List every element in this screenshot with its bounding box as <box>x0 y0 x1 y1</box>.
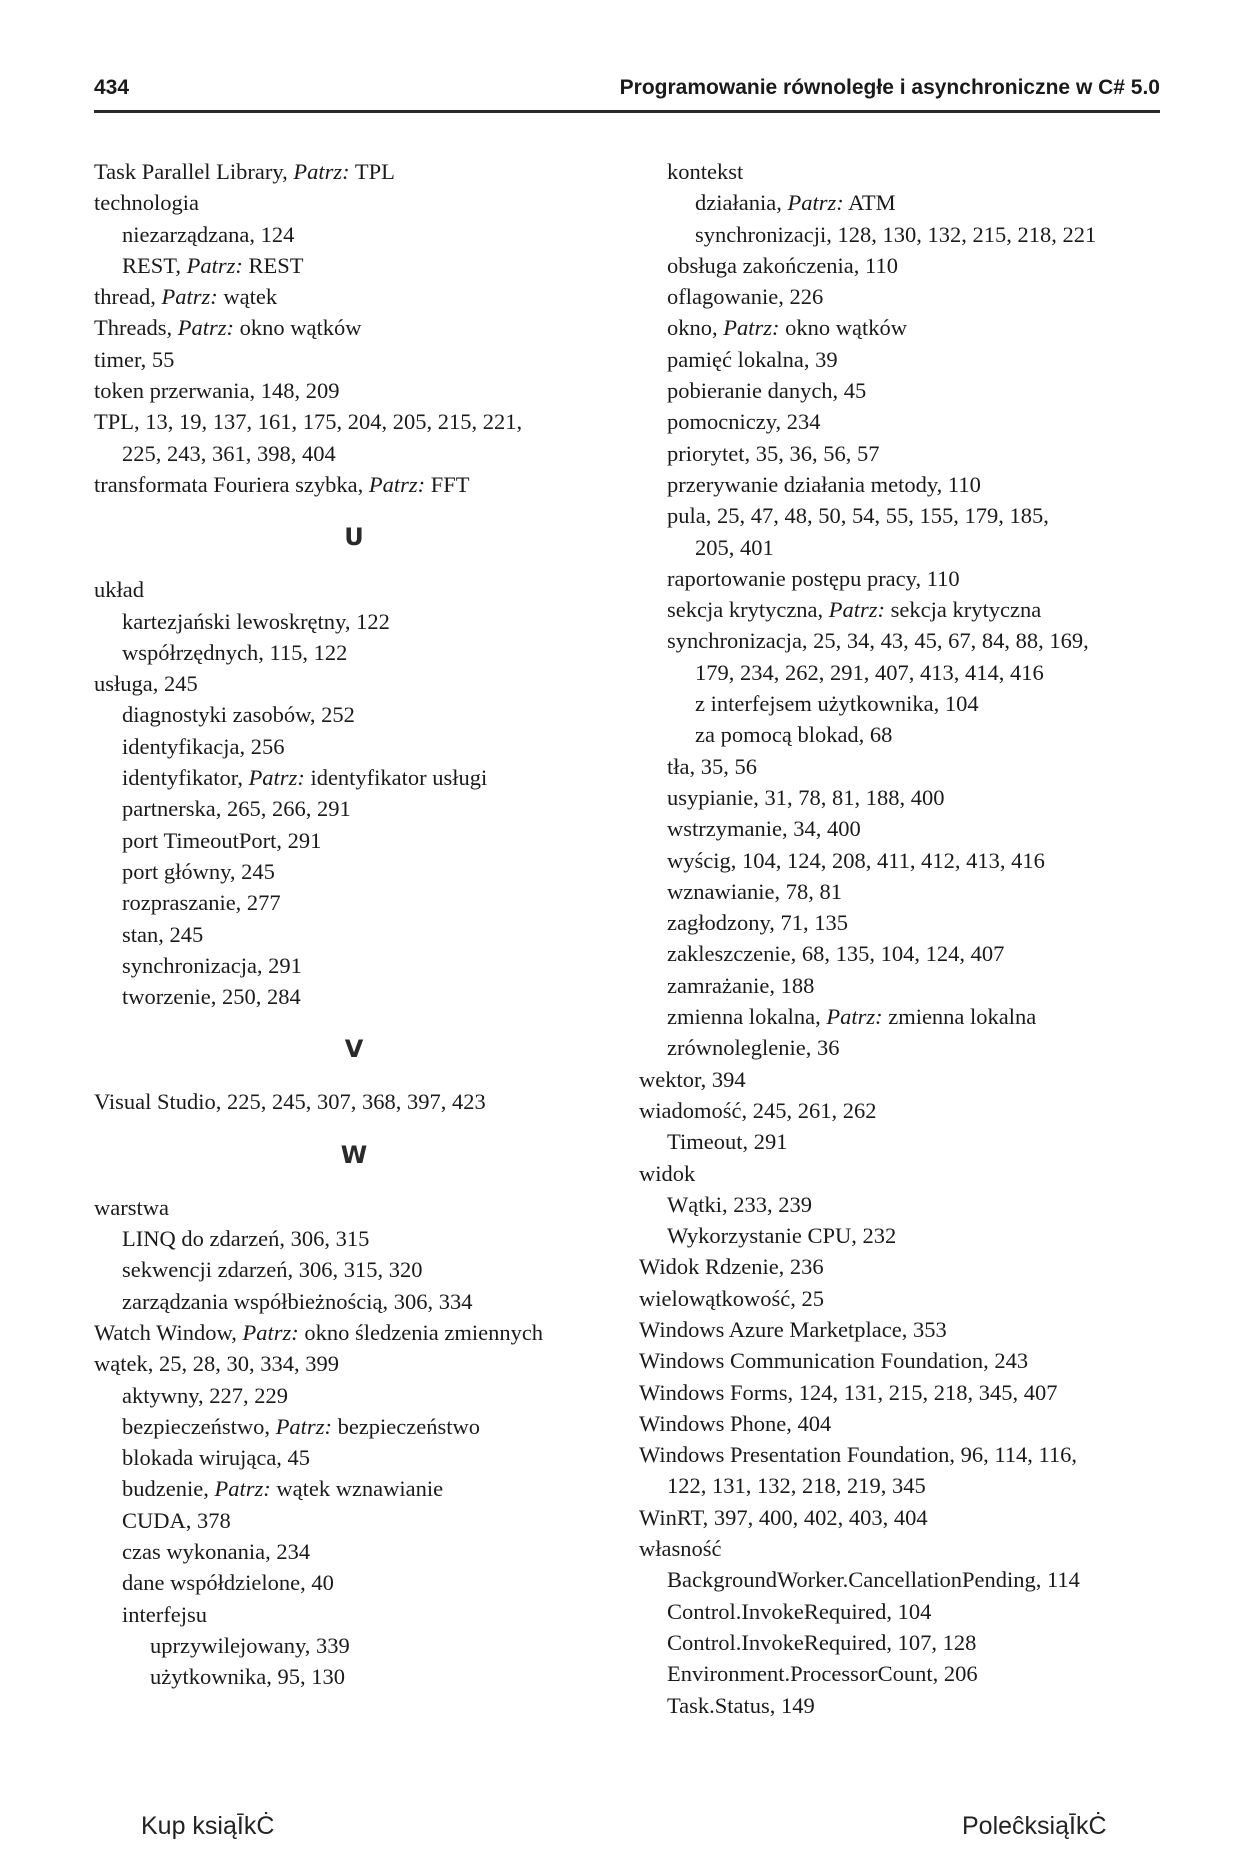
see-reference-target: okno wątków <box>779 315 907 341</box>
entry-text: obsługa zakończenia, 110 <box>667 252 898 278</box>
entry-text: kontekst <box>667 159 744 184</box>
entry-text: za pomocą blokad, 68 <box>695 722 893 748</box>
see-reference-target: identyfikator usługi <box>304 765 488 791</box>
entry-text: wznawianie, 78, 81 <box>667 878 842 904</box>
entry-text: synchronizacji, 128, 130, 132, 215, 218, 221 <box>695 221 1097 247</box>
index-entry <box>94 1442 614 1473</box>
entry-text: Wykorzystanie CPU, 232 <box>667 1223 897 1249</box>
page-header <box>94 68 1160 113</box>
entry-text: Windows Forms, 124, 131, 215, 218, 345, 407 <box>639 1379 1058 1405</box>
index-entry <box>94 156 614 187</box>
index-entry <box>639 782 1154 813</box>
index-entry <box>639 1032 1154 1063</box>
index-entry <box>94 1348 614 1379</box>
index-entry <box>639 1439 1154 1470</box>
index-entry <box>94 574 614 605</box>
see-reference-label: Patrz: <box>177 315 234 341</box>
index-entry <box>94 406 614 437</box>
section-spacer <box>94 556 614 574</box>
index-entry <box>639 532 1154 563</box>
entry-text: BackgroundWorker.CancellationPending, 114 <box>667 1567 1080 1593</box>
entry-text: 179, 234, 262, 291, 407, 413, 414, 416 <box>695 659 1044 685</box>
entry-text: token przerwania, 148, 209 <box>94 378 340 404</box>
entry-text: technologia <box>94 190 199 216</box>
entry-text: bezpieczeństwo, <box>122 1413 276 1439</box>
entry-text: warstwa <box>94 1194 169 1220</box>
entry-text: Windows Phone, 404 <box>639 1410 832 1436</box>
index-entry <box>94 950 614 981</box>
see-reference-target: ATM <box>843 190 896 216</box>
see-reference-label: Patrz: <box>293 159 350 184</box>
see-reference-target: FFT <box>425 471 470 497</box>
entry-text: WinRT, 397, 400, 402, 403, 404 <box>639 1504 928 1530</box>
entry-text: własność <box>639 1536 722 1562</box>
index-entry <box>639 657 1154 688</box>
entry-text: widok <box>639 1160 696 1186</box>
entry-text: sekcja krytyczna, <box>667 597 829 623</box>
entry-text: pobieranie danych, 45 <box>667 378 867 404</box>
entry-text: usypianie, 31, 78, 81, 188, 400 <box>667 784 945 810</box>
index-column-right <box>639 156 1154 1721</box>
index-entry <box>639 1658 1154 1689</box>
entry-text: CUDA, 378 <box>122 1507 231 1533</box>
index-entry <box>639 281 1154 312</box>
see-reference-label: Patrz: <box>242 1319 299 1345</box>
see-reference-target: wątek wznawianie <box>270 1476 444 1502</box>
index-entry <box>639 250 1154 281</box>
index-entry <box>639 1596 1154 1627</box>
entry-text: sekwencji zdarzeń, 306, 315, 320 <box>122 1257 423 1283</box>
entry-text: Visual Studio, 225, 245, 307, 368, 397, 423 <box>94 1089 486 1115</box>
entry-text: identyfikacja, 256 <box>122 733 285 759</box>
entry-text: dane współdzielone, 40 <box>122 1570 334 1596</box>
entry-text: układ <box>94 577 144 603</box>
entry-text: pamięć lokalna, 39 <box>667 346 838 372</box>
index-entry <box>639 719 1154 750</box>
index-entry <box>639 469 1154 500</box>
index-entry <box>639 1126 1154 1157</box>
see-reference-label: Patrz: <box>787 190 844 216</box>
entry-text: interfejsu <box>122 1601 207 1627</box>
index-entry <box>94 1192 614 1223</box>
index-entry <box>94 1380 614 1411</box>
entry-text: synchronizacja, 291 <box>122 952 302 978</box>
index-entry <box>94 637 614 668</box>
index-entry <box>639 751 1154 782</box>
index-entry <box>94 312 614 343</box>
index-entry <box>639 1220 1154 1251</box>
entry-text: współrzędnych, 115, 122 <box>122 639 348 665</box>
index-entry <box>94 1536 614 1567</box>
index-entry <box>639 406 1154 437</box>
index-entry <box>639 156 1154 187</box>
entry-text: transformata Fouriera szybka, <box>94 471 369 497</box>
entry-text: stan, 245 <box>122 921 204 947</box>
index-entry <box>94 438 614 469</box>
index-entry <box>639 187 1154 218</box>
entry-text: thread, <box>94 284 162 310</box>
book-title: Programowanie równoległe i asynchroniczne w C# 5.0 <box>619 76 1160 99</box>
index-entry <box>639 1564 1154 1595</box>
entry-text: kartezjański lewoskrętny, 122 <box>122 608 390 634</box>
index-column-left <box>94 156 614 1692</box>
index-entry <box>639 1345 1154 1376</box>
index-entry <box>639 938 1154 969</box>
index-entry <box>639 563 1154 594</box>
index-entry <box>639 1470 1154 1501</box>
see-reference-label: Patrz: <box>826 1004 883 1030</box>
index-entry <box>94 1661 614 1692</box>
index-entry <box>639 1095 1154 1126</box>
entry-text: Task Parallel Library, <box>94 159 294 184</box>
entry-text: z interfejsem użytkownika, 104 <box>695 691 979 717</box>
entry-text: raportowanie postępu pracy, 110 <box>667 565 960 591</box>
entry-text: priorytet, 35, 36, 56, 57 <box>667 440 880 466</box>
entry-text: pomocniczy, 234 <box>667 409 821 435</box>
entry-text: port główny, 245 <box>122 858 275 884</box>
index-entry <box>639 500 1154 531</box>
entry-text: synchronizacja, 25, 34, 43, 45, 67, 84, 88, 169, <box>667 628 1089 654</box>
index-entry <box>94 699 614 730</box>
index-entry <box>94 1567 614 1598</box>
index-entry <box>639 1251 1154 1282</box>
index-entry <box>94 1599 614 1630</box>
index-entry <box>94 1086 614 1117</box>
recommend-book-link[interactable]: PoleĉksiąĪkĊ <box>962 1812 1107 1840</box>
index-entry <box>94 1254 614 1285</box>
entry-text: blokada wirująca, 45 <box>122 1445 311 1471</box>
see-reference-target: bezpieczeństwo <box>331 1413 480 1439</box>
index-entry <box>639 438 1154 469</box>
index-entry <box>94 981 614 1012</box>
index-entry <box>94 281 614 312</box>
entry-text: wektor, 394 <box>639 1066 746 1092</box>
section-spacer <box>94 1068 614 1086</box>
entry-text: 122, 131, 132, 218, 219, 345 <box>667 1473 926 1499</box>
entry-text: 205, 401 <box>695 534 774 560</box>
see-reference-label: Patrz: <box>368 471 426 497</box>
index-entry <box>94 1411 614 1442</box>
entry-text: Windows Communication Foundation, 243 <box>639 1348 1029 1374</box>
entry-text: tworzenie, 250, 284 <box>122 984 301 1010</box>
see-reference-target: zmienna lokalna <box>882 1004 1037 1030</box>
entry-text: zakleszczenie, 68, 135, 104, 124, 407 <box>667 941 1005 967</box>
entry-text: Wątki, 233, 239 <box>667 1191 812 1217</box>
section-letter: V <box>344 1035 364 1064</box>
index-entry <box>94 469 614 500</box>
entry-text: wyścig, 104, 124, 208, 411, 412, 413, 416 <box>667 847 1045 873</box>
see-reference-target: sekcja krytyczna <box>885 597 1042 623</box>
entry-text: Windows Azure Marketplace, 353 <box>639 1316 947 1342</box>
entry-text: zamrażanie, 188 <box>667 972 815 998</box>
entry-text: Control.InvokeRequired, 104 <box>667 1598 932 1624</box>
index-entry <box>639 219 1154 250</box>
index-entry <box>94 731 614 762</box>
entry-text: uprzywilejowany, 339 <box>150 1632 350 1658</box>
see-reference-target: okno śledzenia zmiennych <box>298 1319 544 1345</box>
entry-text: aktywny, 227, 229 <box>122 1382 289 1408</box>
index-entry <box>94 825 614 856</box>
entry-text: identyfikator, <box>122 765 249 791</box>
index-entry <box>94 375 614 406</box>
see-reference-label: Patrz: <box>723 315 780 341</box>
index-entry <box>639 970 1154 1001</box>
see-reference-target: REST <box>242 252 304 278</box>
see-reference-label: Patrz: <box>214 1476 271 1502</box>
index-entry <box>639 1502 1154 1533</box>
index-entry <box>94 887 614 918</box>
index-entry <box>94 219 614 250</box>
entry-text: budzenie, <box>122 1476 215 1502</box>
index-entry <box>639 688 1154 719</box>
entry-text: wielowątkowość, 25 <box>639 1285 824 1311</box>
entry-text: pula, 25, 47, 48, 50, 54, 55, 155, 179, 185, <box>667 503 1049 529</box>
entry-text: Environment.ProcessorCount, 206 <box>667 1661 978 1687</box>
entry-text: port TimeoutPort, 291 <box>122 827 322 853</box>
index-entry <box>94 1505 614 1536</box>
section-spacer <box>94 1012 614 1030</box>
entry-text: użytkownika, 95, 130 <box>150 1664 345 1690</box>
index-entry <box>94 1473 614 1504</box>
entry-text: wiadomość, 245, 261, 262 <box>639 1097 877 1123</box>
see-reference-target: TPL <box>349 159 395 184</box>
see-reference-label: Patrz: <box>248 765 305 791</box>
entry-text: timer, 55 <box>94 346 175 372</box>
index-entry <box>639 876 1154 907</box>
index-entry <box>94 1630 614 1661</box>
entry-text: okno, <box>667 315 724 341</box>
entry-text: wątek, 25, 28, 30, 334, 399 <box>94 1351 339 1377</box>
index-entry <box>94 1223 614 1254</box>
index-entry <box>639 344 1154 375</box>
index-entry <box>94 250 614 281</box>
section-spacer <box>94 500 614 518</box>
index-entry <box>639 1690 1154 1721</box>
index-entry <box>639 1314 1154 1345</box>
index-entry <box>639 1158 1154 1189</box>
index-entry <box>639 312 1154 343</box>
entry-text: tła, 35, 56 <box>667 753 757 779</box>
entry-text: REST, <box>122 252 187 278</box>
entry-text: przerywanie działania metody, 110 <box>667 471 981 497</box>
index-entry <box>94 1286 614 1317</box>
entry-text: Widok Rdzenie, 236 <box>639 1254 824 1280</box>
buy-book-link[interactable]: Kup ksiąĪkĊ <box>141 1812 275 1840</box>
index-entry <box>639 625 1154 656</box>
index-entry <box>94 344 614 375</box>
index-entry <box>639 1377 1154 1408</box>
index-entry <box>94 668 614 699</box>
index-entry <box>639 1001 1154 1032</box>
index-entry <box>639 1533 1154 1564</box>
entry-text: Timeout, 291 <box>667 1129 788 1155</box>
page-number: 434 <box>94 76 130 99</box>
index-entry <box>94 919 614 950</box>
index-entry <box>639 813 1154 844</box>
section-spacer <box>94 1174 614 1192</box>
entry-text: 225, 243, 361, 398, 404 <box>122 440 336 466</box>
entry-text: zmienna lokalna, <box>667 1004 827 1030</box>
index-entry <box>639 594 1154 625</box>
section-letter: U <box>344 523 364 552</box>
index-entry <box>94 187 614 218</box>
index-entry <box>94 793 614 824</box>
see-reference-target: okno wątków <box>233 315 362 341</box>
see-reference-label: Patrz: <box>186 252 243 278</box>
index-entry <box>94 1317 614 1348</box>
index-entry <box>94 762 614 793</box>
entry-text: Control.InvokeRequired, 107, 128 <box>667 1629 977 1655</box>
entry-text: rozpraszanie, 277 <box>122 890 281 916</box>
index-entry <box>639 1283 1154 1314</box>
entry-text: wstrzymanie, 34, 400 <box>667 816 861 842</box>
index-entry <box>639 1064 1154 1095</box>
index-entry <box>639 375 1154 406</box>
section-letter: W <box>340 1140 368 1169</box>
index-entry <box>639 845 1154 876</box>
entry-text: TPL, 13, 19, 137, 161, 175, 204, 205, 215, 221, <box>94 409 523 435</box>
index-entry <box>639 1627 1154 1658</box>
entry-text: zagłodzony, 71, 135 <box>667 910 848 936</box>
entry-text: usługa, 245 <box>94 671 198 697</box>
entry-text: Watch Window, <box>94 1319 243 1345</box>
see-reference-target: wątek <box>217 284 278 310</box>
entry-text: zarządzania współbieżnością, 306, 334 <box>122 1288 473 1314</box>
index-entry <box>639 907 1154 938</box>
entry-text: oflagowanie, 226 <box>667 284 824 310</box>
entry-text: partnerska, 265, 266, 291 <box>122 796 351 822</box>
entry-text: działania, <box>695 190 788 216</box>
see-reference-label: Patrz: <box>828 597 886 623</box>
index-entry <box>639 1408 1154 1439</box>
entry-text: zrównoleglenie, 36 <box>667 1035 840 1061</box>
entry-text: LINQ do zdarzeń, 306, 315 <box>122 1226 370 1252</box>
index-entry <box>639 1189 1154 1220</box>
entry-text: czas wykonania, 234 <box>122 1538 311 1564</box>
index-entry <box>94 856 614 887</box>
entry-text: Windows Presentation Foundation, 96, 114, 116, <box>639 1442 1078 1468</box>
entry-text: Task.Status, 149 <box>667 1692 815 1718</box>
see-reference-label: Patrz: <box>275 1413 332 1439</box>
entry-text: diagnostyki zasobów, 252 <box>122 702 355 728</box>
entry-text: Threads, <box>94 315 178 341</box>
see-reference-label: Patrz: <box>161 284 218 310</box>
entry-text: niezarządzana, 124 <box>122 221 295 247</box>
index-entry <box>94 606 614 637</box>
section-spacer <box>94 1118 614 1136</box>
